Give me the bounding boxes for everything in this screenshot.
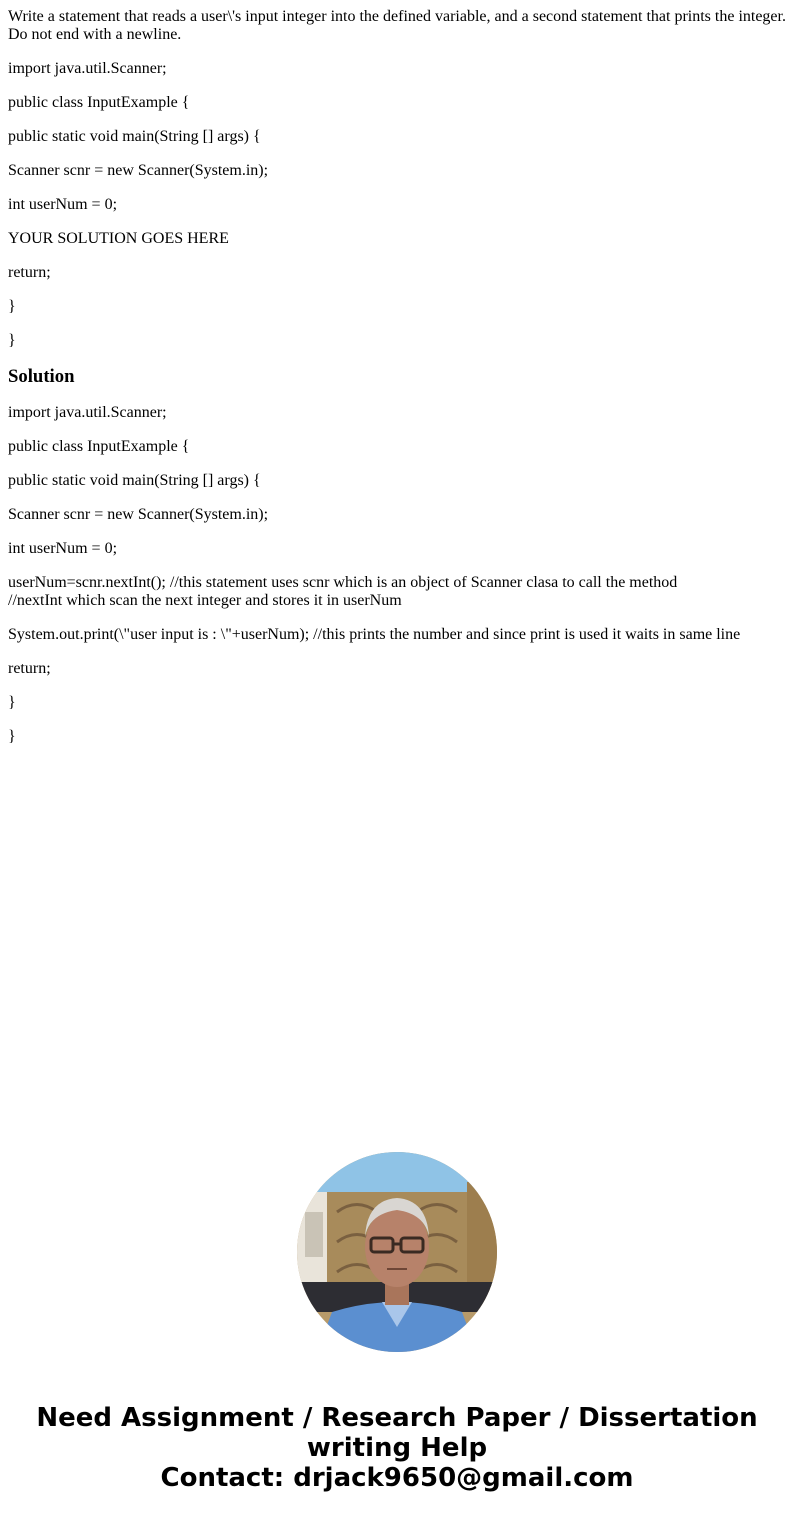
question-code-line: public class InputExample {: [8, 94, 190, 111]
solution-code-line: userNum=scnr.nextInt(); //this statement uses scnr which is an object of Scanner clasa to call the method //nextInt which scan the next integer and stores it in userNum: [8, 574, 678, 609]
solution-code-line: System.out.print(\"user input is : \"+userNum); //this prints the number and since print is used it waits in same line: [8, 626, 741, 643]
solution-code-line: import java.util.Scanner;: [8, 404, 167, 421]
question-code-line: public static void main(String [] args) {: [8, 128, 261, 145]
solution-code-line: int userNum = 0;: [8, 540, 118, 557]
banner-line-1: Need Assignment / Research Paper / Dissertation: [36, 1403, 758, 1433]
document-body: [8, 8, 788, 762]
question-code-line: int userNum = 0;: [8, 196, 118, 213]
contact-email: Contact: drjack9650@gmail.com: [160, 1463, 634, 1493]
question-code-line: YOUR SOLUTION GOES HERE: [8, 230, 229, 247]
question-code-line: }: [8, 298, 16, 315]
question-code-line: return;: [8, 264, 51, 281]
solution-code-line: }: [8, 694, 16, 711]
solution-code-line: return;: [8, 660, 51, 677]
solution-code-line: }: [8, 728, 16, 745]
question-code-line: Scanner scnr = new Scanner(System.in);: [8, 162, 269, 179]
question-intro: Write a statement that reads a user\'s input integer into the defined variable, and a second statement that prints the integer. Do not end with a newline.: [8, 8, 790, 43]
avatar: [297, 1152, 497, 1352]
solution-heading: Solution: [8, 366, 75, 387]
solution-code-line: public static void main(String [] args) {: [8, 472, 261, 489]
contact-banner: [0, 1403, 794, 1493]
question-code-line: }: [8, 332, 16, 349]
question-code-line: import java.util.Scanner;: [8, 60, 167, 77]
contact-footer: [0, 1152, 794, 1493]
solution-code-line: Scanner scnr = new Scanner(System.in);: [8, 506, 269, 523]
banner-line-2: writing Help: [306, 1433, 488, 1463]
solution-code-line: public class InputExample {: [8, 438, 190, 455]
portrait-image: [297, 1152, 497, 1352]
